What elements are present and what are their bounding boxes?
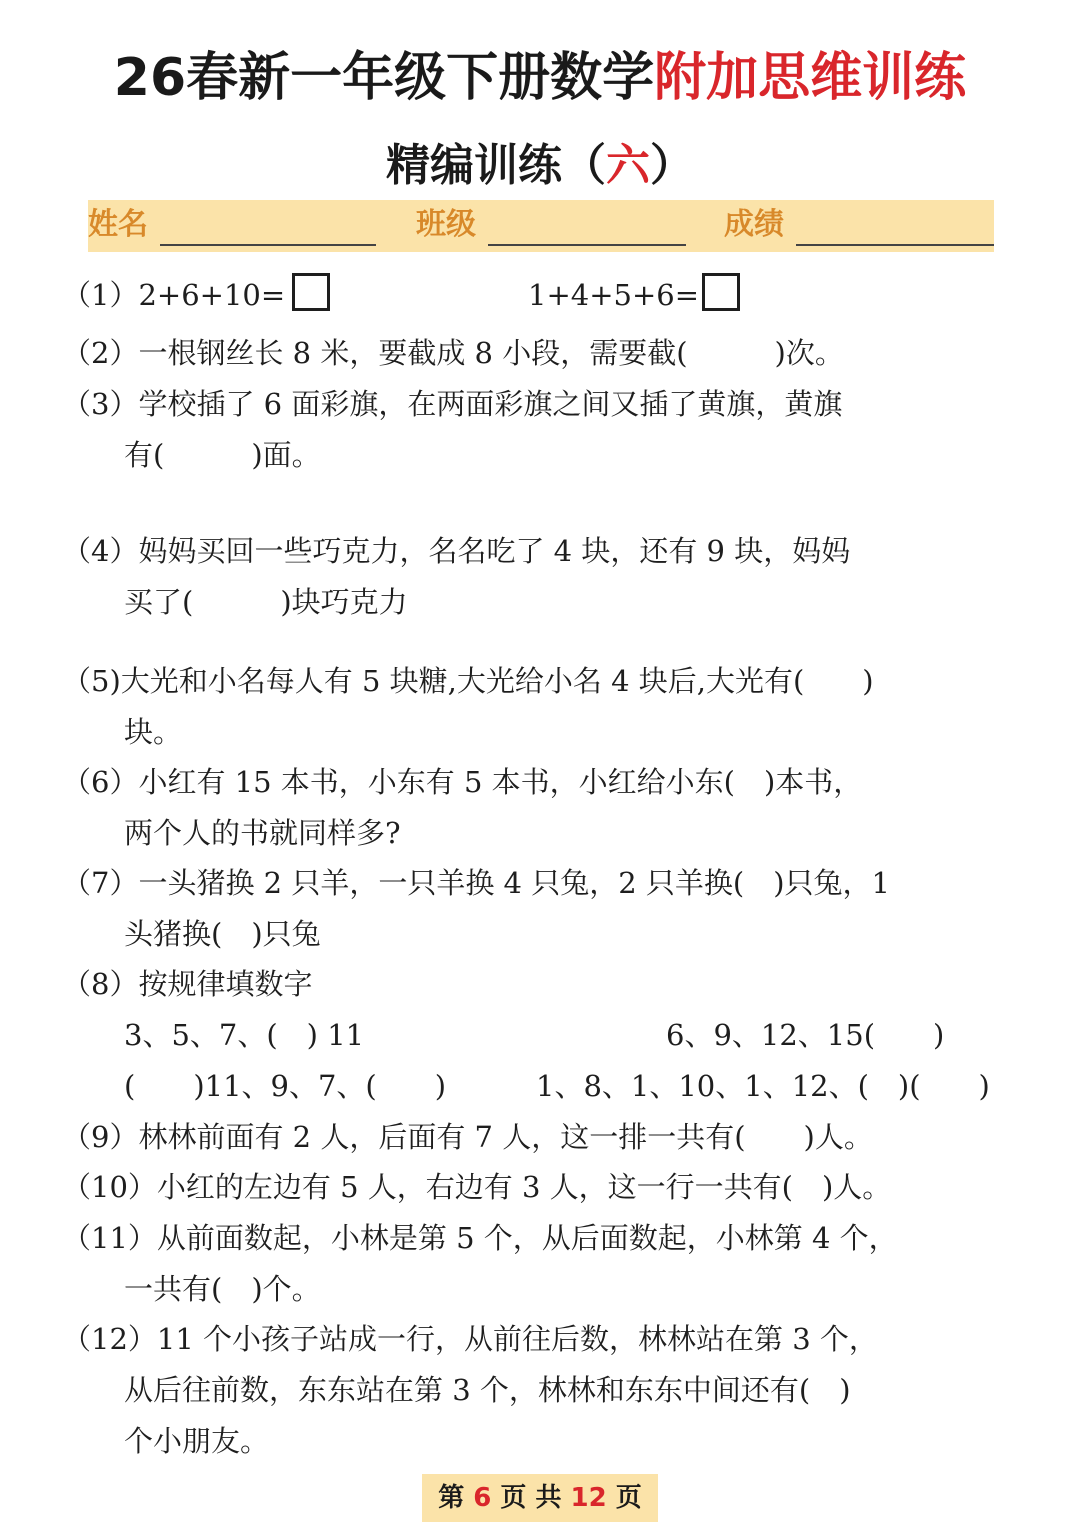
question-7-line-2: 头猪换( )只兔 — [124, 917, 321, 951]
question-3-line-1: （3）学校插了 6 面彩旗，在两面彩旗之间又插了黄旗，黄旗 — [62, 387, 843, 421]
footer-middle: 页 共 — [500, 1483, 562, 1513]
question-3-line-2: 有( )面。 — [124, 438, 321, 472]
name-field[interactable] — [88, 200, 378, 252]
question-11-line-1: （11）从前面数起，小林是第 5 个，从后面数起，小林第 4 个， — [62, 1221, 898, 1255]
subtitle-close: ） — [650, 140, 694, 191]
question-4-line-2: 买了( )块巧克力 — [124, 585, 408, 619]
student-info-bar — [88, 200, 994, 252]
name-label: 姓名 — [88, 207, 148, 242]
answer-box-1a[interactable] — [292, 273, 330, 311]
subtitle-text: 精编训练（ — [386, 140, 606, 191]
question-9: （9）林林前面有 2 人，后面有 7 人，这一排一共有( )人。 — [62, 1120, 873, 1154]
subtitle-number: 六 — [606, 140, 650, 191]
question-12-line-1: （12）11 个小孩子站成一行，从前往后数，林林站在第 3 个， — [62, 1322, 878, 1356]
question-10: （10）小红的左边有 5 人，右边有 3 人，这一行一共有( )人。 — [62, 1170, 892, 1204]
question-4-line-1: （4）妈妈买回一些巧克力，名名吃了 4 块，还有 9 块，妈妈 — [62, 534, 851, 568]
footer-suffix: 页 — [615, 1483, 642, 1513]
question-11-line-2: 一共有( )个。 — [124, 1272, 321, 1306]
name-blank-line — [160, 244, 376, 246]
total-pages-number: 12 — [570, 1483, 607, 1513]
question-6-line-1: （6）小红有 15 本书，小东有 5 本书，小红给小东( )本书， — [62, 765, 863, 799]
question-1a: （1）2+6+10= — [62, 278, 286, 312]
question-8-sequence-d: 1、8、1、10、1、12、( )( ) — [536, 1069, 990, 1103]
question-8: （8）按规律填数字 — [62, 967, 313, 1001]
question-2: （2）一根钢丝长 8 米，要截成 8 小段，需要截( )次。 — [62, 336, 844, 370]
question-8-sequence-b: 6、9、12、15( ) — [666, 1018, 945, 1052]
class-blank-line — [488, 244, 686, 246]
answer-box-1b[interactable] — [702, 273, 740, 311]
class-field[interactable] — [416, 200, 688, 252]
page-indicator — [422, 1474, 658, 1522]
question-12-line-2: 从后往前数，东东站在第 3 个，林林和东东中间还有( ) — [124, 1373, 851, 1407]
footer-prefix: 第 — [438, 1483, 465, 1513]
question-1b: 1+4+5+6= — [528, 278, 699, 312]
score-label: 成绩 — [724, 207, 784, 242]
current-page-number: 6 — [473, 1483, 492, 1513]
page-footer — [422, 1474, 658, 1522]
question-12-line-3: 个小朋友。 — [124, 1424, 270, 1458]
question-5-line-1: （5)大光和小名每人有 5 块糖,大光给小名 4 块后,大光有( ) — [62, 664, 874, 698]
question-7-line-1: （7）一头猪换 2 只羊，一只羊换 4 只兔，2 只羊换( )只兔，1 — [62, 866, 890, 900]
title-highlight: 附加思维训练 — [654, 48, 967, 108]
question-6-line-2: 两个人的书就同样多? — [124, 816, 401, 850]
class-label: 班级 — [416, 207, 476, 242]
worksheet-subtitle — [0, 134, 1080, 198]
question-8-sequence-c: ( )11、9、7、( ) — [124, 1069, 447, 1103]
score-blank-line — [796, 244, 994, 246]
title-main: 26春新一年级下册数学 — [113, 48, 655, 108]
question-8-sequence-a: 3、5、7、( ) 11 — [124, 1018, 365, 1052]
page-title — [0, 38, 1080, 118]
question-5-line-2: 块。 — [124, 715, 183, 749]
score-field[interactable] — [724, 200, 994, 252]
